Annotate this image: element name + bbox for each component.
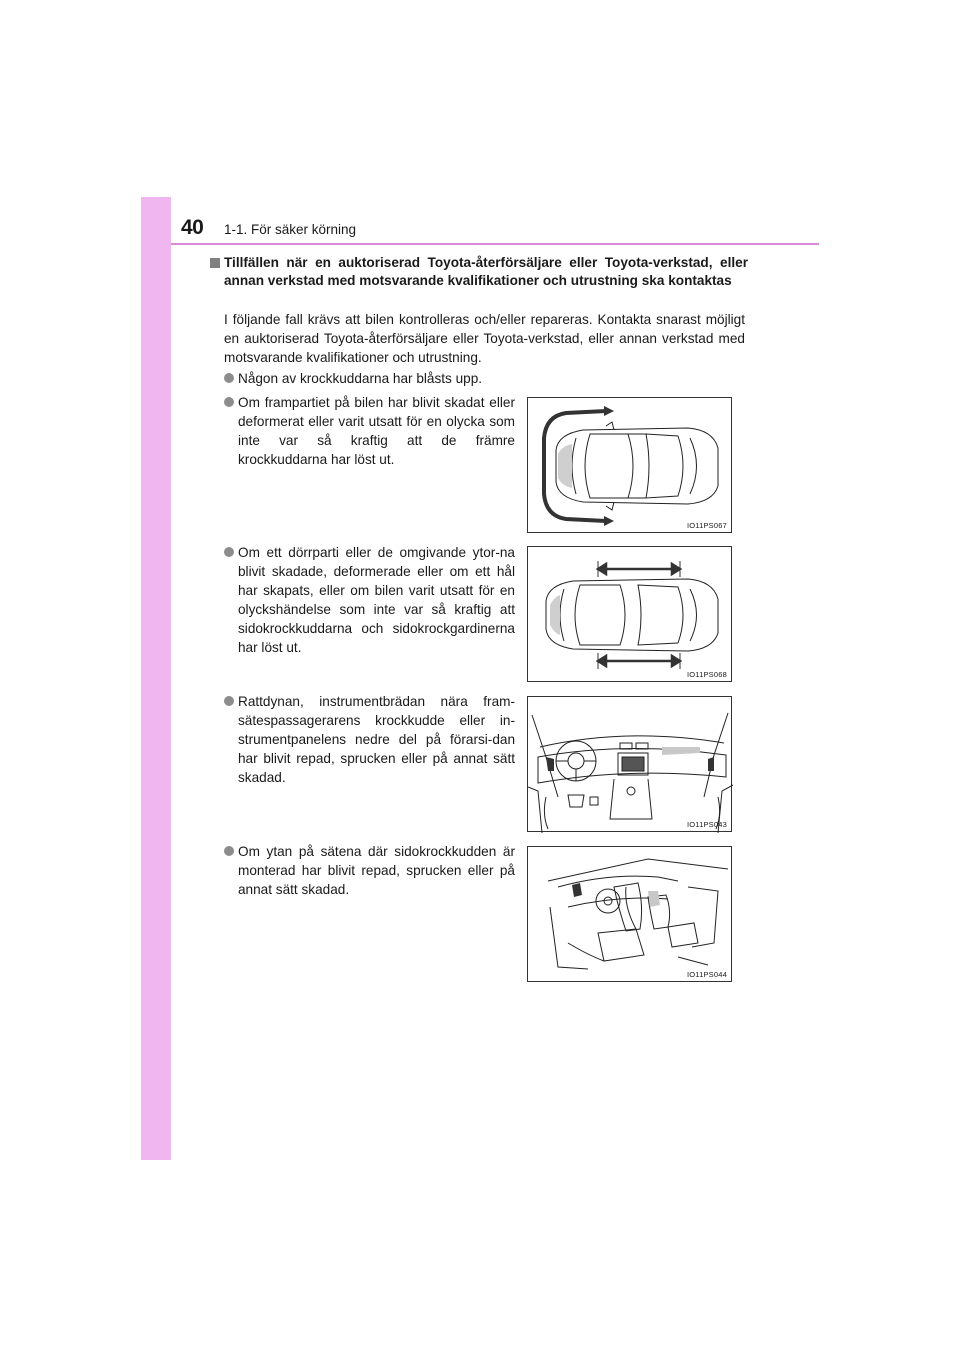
figure-dashboard bbox=[527, 696, 732, 832]
figure-seats bbox=[527, 846, 732, 982]
page-number: 40 bbox=[181, 216, 204, 239]
car-top-view-illustration bbox=[528, 547, 733, 683]
header-rule bbox=[171, 243, 819, 245]
figure-code: IO11PS068 bbox=[686, 670, 727, 679]
section-heading: Tillfällen när en auktoriserad Toyota-återförsäljare eller Toyota-verkstad, eller annan verkstad med motsvarande kvalifikationer och utrustning ska kontaktas bbox=[210, 254, 748, 290]
figure-code: IO11PS067 bbox=[686, 521, 727, 530]
list-item: Någon av krockkuddarna har blåsts upp. bbox=[238, 369, 518, 388]
figure-code: IO11PS044 bbox=[686, 970, 727, 979]
car-top-view-illustration bbox=[528, 398, 733, 534]
bullet-icon bbox=[224, 846, 234, 856]
bullet-icon bbox=[224, 696, 234, 706]
seats-illustration bbox=[528, 847, 733, 983]
bullet-icon bbox=[224, 373, 234, 383]
heading-square-icon bbox=[210, 258, 220, 268]
section-title: 1-1. För säker körning bbox=[224, 222, 357, 237]
figure-front-damage bbox=[527, 397, 732, 533]
figure-side-damage bbox=[527, 546, 732, 682]
intro-paragraph: I följande fall krävs att bilen kontrolleras och/eller repareras. Kontakta snarast möjligt en auktoriserad Toyota-återförsäljare eller Toyota-verkstad, eller annan verkstad med motsvarande kvalifikationer och utrustning. bbox=[224, 312, 745, 365]
dashboard-illustration bbox=[528, 697, 733, 833]
figure-code: IO11PS043 bbox=[686, 820, 727, 829]
bullet-icon bbox=[224, 397, 234, 407]
list-item: Rattdynan, instrumentbrädan nära fram-sätespassagerarens krockkudde eller in-strumentpanelens nedre del på förarsi-dan har blivit repad, sprucken eller på annat sätt skadad. bbox=[238, 692, 515, 787]
side-color-strip bbox=[141, 197, 171, 1160]
list-item: Om ett dörrparti eller de omgivande ytor-na blivit skadade, deformerade eller om ett hål har skapats, eller om bilen varit utsatt för en olyckshändelse som inte var så kraftig att sidokrockkuddarna och sidokrockgardinerna har löst ut. bbox=[238, 543, 515, 657]
list-item: Om frampartiet på bilen har blivit skadat eller deformerat eller varit utsatt för en olycka som inte var så kraftig att de främre krockkuddarna har löst ut. bbox=[238, 393, 515, 469]
list-item: Om ytan på sätena där sidokrockkudden är monterad har blivit repad, sprucken eller på annat sätt skadad. bbox=[238, 842, 515, 899]
bullet-icon bbox=[224, 547, 234, 557]
